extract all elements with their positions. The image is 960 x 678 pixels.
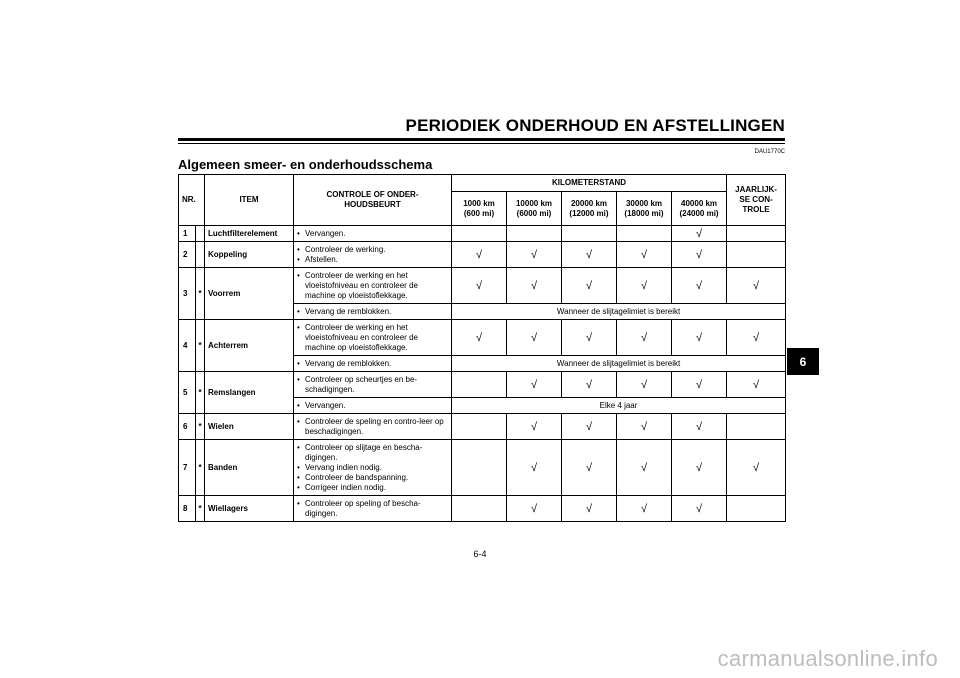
control-line: • Vervangen. <box>297 229 448 239</box>
check-mark: √ <box>672 320 727 356</box>
check-mark: √ <box>617 268 672 304</box>
row-number: 7 <box>179 440 196 496</box>
cell-empty <box>452 414 507 440</box>
check-mark: √ <box>672 226 727 242</box>
header-rule-thin <box>178 143 785 144</box>
check-mark: √ <box>727 320 786 356</box>
cell-empty <box>452 372 507 398</box>
check-mark: √ <box>617 242 672 268</box>
row-control <box>294 372 452 398</box>
check-mark: √ <box>507 242 562 268</box>
row-control <box>294 268 452 304</box>
header-kilometerstand: KILOMETERSTAND <box>452 175 727 192</box>
row-control <box>294 304 452 320</box>
check-mark: √ <box>617 372 672 398</box>
row-number: 8 <box>179 496 196 522</box>
control-line: • Afstellen. <box>297 255 448 265</box>
row-control <box>294 398 452 414</box>
check-mark: √ <box>617 496 672 522</box>
table-row <box>179 268 786 304</box>
check-mark: √ <box>727 372 786 398</box>
check-mark: √ <box>562 242 617 268</box>
row-number: 2 <box>179 242 196 268</box>
check-mark: √ <box>617 414 672 440</box>
control-line: • Corrigeer indien nodig. <box>297 483 448 493</box>
control-line: • Vervang de remblokken. <box>297 307 448 317</box>
control-line: • Controleer de werking en het vloeistofniveau en controleer de machine op vloeistoflekkage. <box>297 271 448 301</box>
row-item: Wielen <box>205 414 294 440</box>
reference-code: DAU1770C <box>754 149 785 155</box>
row-star: * <box>196 268 205 320</box>
row-item: Achterrem <box>205 320 294 372</box>
row-control <box>294 226 452 242</box>
control-line: • Controleer op speling of bescha-digingen. <box>297 499 448 519</box>
row-number: 4 <box>179 320 196 372</box>
check-mark: √ <box>562 268 617 304</box>
check-mark: √ <box>617 440 672 496</box>
row-star <box>196 242 205 268</box>
check-mark: √ <box>562 372 617 398</box>
row-item: Koppeling <box>205 242 294 268</box>
control-line: • Controleer op scheurtjes en be-schadigingen. <box>297 375 448 395</box>
row-item: Luchtfilterelement <box>205 226 294 242</box>
cell-empty <box>562 226 617 242</box>
interval-text: Wanneer de slijtagelimiet is bereikt <box>452 304 786 320</box>
table-row <box>179 320 786 356</box>
control-line: • Vervangen. <box>297 401 448 411</box>
check-mark: √ <box>672 242 727 268</box>
row-item: Banden <box>205 440 294 496</box>
row-control <box>294 414 452 440</box>
header-rule <box>178 138 785 141</box>
row-star: * <box>196 496 205 522</box>
page-header-title: PERIODIEK ONDERHOUD EN AFSTELLINGEN <box>405 116 785 135</box>
row-item: Wiellagers <box>205 496 294 522</box>
row-number: 5 <box>179 372 196 414</box>
page-number: 6-4 <box>473 549 487 559</box>
row-number: 6 <box>179 414 196 440</box>
header-annual-check: JAARLIJK- SE CON- TROLE <box>727 175 786 226</box>
cell-empty <box>452 496 507 522</box>
check-mark: √ <box>727 440 786 496</box>
check-mark: √ <box>507 496 562 522</box>
cell-empty <box>727 496 786 522</box>
cell-empty <box>452 226 507 242</box>
control-line: • Controleer de bandspanning. <box>297 473 448 483</box>
check-mark: √ <box>507 320 562 356</box>
header-item: ITEM <box>205 175 294 226</box>
row-star: * <box>196 372 205 414</box>
check-mark: √ <box>452 268 507 304</box>
row-item: Remslangen <box>205 372 294 414</box>
check-mark: √ <box>507 372 562 398</box>
check-mark: √ <box>507 414 562 440</box>
cell-empty <box>507 226 562 242</box>
table-row <box>179 440 786 496</box>
table-row <box>179 496 786 522</box>
row-item: Voorrem <box>205 268 294 320</box>
row-control <box>294 356 452 372</box>
control-line: • Controleer de werking. <box>297 245 448 255</box>
row-control <box>294 440 452 496</box>
control-line: • Vervang de remblokken. <box>297 359 448 369</box>
row-star <box>196 226 205 242</box>
table-row <box>179 414 786 440</box>
check-mark: √ <box>562 496 617 522</box>
check-mark: √ <box>562 414 617 440</box>
header-km-10000: 10000 km (6000 mi) <box>507 192 562 226</box>
interval-text: Wanneer de slijtagelimiet is bereikt <box>452 356 786 372</box>
header-km-30000: 30000 km (18000 mi) <box>617 192 672 226</box>
check-mark: √ <box>672 440 727 496</box>
check-mark: √ <box>507 440 562 496</box>
check-mark: √ <box>727 268 786 304</box>
row-control <box>294 242 452 268</box>
cell-empty <box>727 242 786 268</box>
row-star: * <box>196 414 205 440</box>
check-mark: √ <box>562 440 617 496</box>
row-star: * <box>196 440 205 496</box>
table-row <box>179 372 786 398</box>
header-nr: NR. <box>179 175 205 226</box>
header-km-20000: 20000 km (12000 mi) <box>562 192 617 226</box>
check-mark: √ <box>507 268 562 304</box>
row-control <box>294 496 452 522</box>
check-mark: √ <box>617 320 672 356</box>
control-line: • Controleer de werking en het vloeistofniveau en controleer de machine op vloeistoflekkage. <box>297 323 448 353</box>
check-mark: √ <box>672 496 727 522</box>
cell-empty <box>452 440 507 496</box>
section-title: Algemeen smeer- en onderhoudsschema <box>178 157 433 172</box>
control-line: • Controleer op slijtage en bescha-digingen. <box>297 443 448 463</box>
control-line: • Vervang indien nodig. <box>297 463 448 473</box>
check-mark: √ <box>562 320 617 356</box>
header-km-1000: 1000 km (600 mi) <box>452 192 507 226</box>
cell-empty <box>727 226 786 242</box>
row-star: * <box>196 320 205 372</box>
check-mark: √ <box>452 320 507 356</box>
header-km-40000: 40000 km (24000 mi) <box>672 192 727 226</box>
chapter-tab[interactable]: 6 <box>787 348 819 375</box>
interval-text: Elke 4 jaar <box>452 398 786 414</box>
watermark: carmanualsonline.info <box>717 646 938 671</box>
row-number: 3 <box>179 268 196 320</box>
check-mark: √ <box>672 268 727 304</box>
cell-empty <box>727 414 786 440</box>
row-number: 1 <box>179 226 196 242</box>
maintenance-schedule-table <box>178 174 786 522</box>
table-row <box>179 242 786 268</box>
header-control: CONTROLE OF ONDER- HOUDSBEURT <box>294 175 452 226</box>
check-mark: √ <box>672 372 727 398</box>
control-line: • Controleer de speling en contro-leer op beschadigingen. <box>297 417 448 437</box>
table-row <box>179 226 786 242</box>
check-mark: √ <box>452 242 507 268</box>
check-mark: √ <box>672 414 727 440</box>
cell-empty <box>617 226 672 242</box>
row-control <box>294 320 452 356</box>
